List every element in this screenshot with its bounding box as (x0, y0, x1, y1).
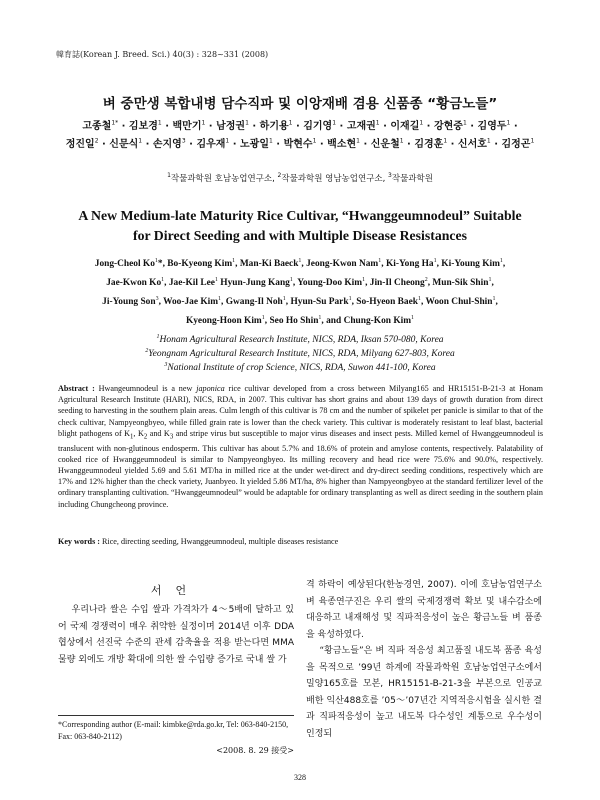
abstract-sub-1: 1 (130, 433, 134, 441)
keywords (58, 537, 543, 546)
author-affil-mark: 2 (424, 276, 428, 283)
affil-mark: 2 (145, 347, 149, 354)
author-name: So-Hyeon Baek (356, 297, 418, 307)
author-name: 김정곤 (501, 139, 531, 150)
author-name: Ki-Yong Ha (385, 259, 434, 269)
keywords-label: Key words : (58, 537, 100, 546)
author-affil-mark: 1 (282, 295, 286, 302)
author-affil-mark: 1 (362, 276, 366, 283)
english-author-line: Jong-Cheol Ko$^1$*, Bo-Kyeong Kim$^1$, Man-Ki Baeck$^1$, Jeong-Kwon Nam$^1$, Ki-Yong Ha$^1$, Ki-Young Kim$^1$, (94, 257, 506, 269)
author-affil-mark: 2 (94, 137, 99, 145)
author-name: Hyun-Jung Kang (220, 278, 290, 288)
author-name: 노광일 (240, 139, 269, 150)
author-name: 백소현 (327, 139, 357, 150)
author-name: Young-Doo Kim (297, 278, 363, 288)
author-affil-mark: 1 (332, 119, 337, 127)
author-name: 신서호 (457, 139, 487, 150)
author-name: 강현중 (433, 121, 463, 132)
affil-mark: 3 (164, 361, 168, 368)
author-name: 고종철 (82, 121, 112, 132)
body-paragraph: 우리나라 쌀은 수입 쌀과 가격차가 4～5배에 달하고 있어 국제 경쟁력이 매우 취약한 실정이며 2014년 이후 DDA 협상에서 선진국 수준의 관세 감축율을 적용 받는다면 MMA 물량 외에도 개방 확대에 의한 쌀 수입량 증가로 국내 쌀 가 (58, 605, 294, 665)
author-name: 김보경 (128, 121, 158, 132)
english-title (40, 206, 560, 246)
author-affil-mark: 1 (492, 295, 496, 302)
abstract-sub-2: 2 (143, 433, 148, 441)
author-name: Ki-Young Kim (441, 259, 500, 269)
author-affil-mark: 1 (245, 119, 249, 127)
page-number: 328 (294, 773, 306, 782)
author-affil-mark: 1 (214, 276, 218, 283)
author-name: 이재길 (390, 121, 420, 132)
author-name: Woon Chul-Shin (425, 297, 493, 307)
affil-name: National Institute of crop Science, NICS, RDA, Suwon 441-100, Korea (167, 363, 436, 373)
author-name: Jong-Cheol Ko (94, 259, 155, 269)
author-name: Jae-Kwon Ko (106, 278, 162, 288)
korean-author-list (40, 118, 560, 154)
author-affil-mark: 3 (181, 137, 186, 145)
author-name: Mun-Sik Shin (432, 278, 489, 288)
abstract-text-1: Hwangeumnodeul is a new (94, 384, 197, 393)
author-name: 손지영 (152, 139, 182, 150)
author-name: 하기용 (259, 121, 289, 132)
english-author-line: Ji-Young Son$^3$, Woo-Jae Kim$^1$, Gwang-Il Noh$^1$, Hyun-Su Park$^1$, So-Hyeon Baek$^1$, Woon Chul-Shin$^1$, (102, 295, 498, 307)
affil-mark: 2 (277, 172, 282, 180)
affil-name: Honam Agricultural Research Institute, NICS, RDA, Iksan 570-080, Korea (159, 335, 444, 345)
author-affil-mark: 1 (356, 137, 360, 145)
body-column-right (306, 577, 542, 742)
english-title-line-2: for Direct Seeding and with Multiple Disease Resistances (132, 228, 468, 243)
english-affiliation (0, 361, 600, 375)
author-name: 신문식 (109, 139, 139, 150)
korean-authors-line-1: 고종철$^{1*}$ · 김보경$^1$ · 백만기$^1$ · 남정권$^1$ · 하기용$^1$ · 김기영$^1$ · 고재권$^1$ · 이재길$^1$ · 강현중$^1$ · 김영두$^1$ · (82, 119, 518, 132)
author-affil-mark: 1 (378, 257, 382, 264)
author-affil-mark: 1 (419, 119, 424, 127)
author-affil-mark: 1 (232, 257, 236, 264)
author-name: 남정권 (216, 121, 246, 132)
author-affil-mark: 3 (155, 295, 159, 302)
affil-mark: 1 (167, 172, 171, 180)
affil-name: 작물과학원 영남농업연구소 (281, 174, 383, 184)
body-paragraph: “황금노들”은 벼 직파 적응성 최고품질 내도복 품종 육성을 목적으로 ’99년 하계에 작물과학원 호남농업연구소에서 밀양165호를 모본, HR15151-B-21-3을 부본으로 인공교배한 익산488호를 ’05～’07년간 지역적응시험을 실시한 결과 직파적응성이 높고 내도복 다수성인 계통으로 우수성이 인정되 (306, 646, 542, 739)
author-affil-mark: 1 (417, 295, 421, 302)
korean-authors-line-2: 정진일$^2$ · 신문식$^1$ · 손지영$^3$ · 김우재$^1$ · 노광일$^1$ · 박현수$^1$ · 백소현$^1$ · 신운철$^1$ · 김경훈$^1$ · 신서호$^1$ · 김정곤$^1$ (65, 137, 535, 150)
author-name: 김영두 (477, 121, 507, 132)
author-affil-mark: 1 (433, 257, 437, 264)
english-title-line-1: A New Medium-late Maturity Rice Cultivar, “Hwanggeumnodeul” Suitable (78, 208, 522, 223)
body-paragraph: 격 하락이 예상된다(한농경연, 2007). 이에 호남농업연구소 벼 육종연구진은 우리 쌀의 국제경쟁력 확보 및 내수감소에 대응하고 내재해성 및 직파적응성이 높은 황금노들 벼 품종을 육성하였다. (306, 580, 542, 640)
author-affil-mark: 1 (506, 119, 511, 127)
author-name: Ji-Young Son (102, 297, 156, 307)
affil-mark: 3 (388, 172, 392, 180)
corresponding-author-footnote: *Corresponding author (E-mail: kimbke@rda.go.kr, Tel: 063-840-2150, Fax: 063-840-2112) (58, 720, 289, 741)
author-affil-mark: 1 (488, 276, 492, 283)
affil-name: Yeongnam Agricultural Research Institute, NICS, RDA, Milyang 627-803, Korea (148, 349, 455, 359)
author-affil-mark: 1 (348, 295, 352, 302)
author-name: Bo-Kyeong Kim (167, 259, 233, 269)
author-affil-mark: 1 (154, 257, 158, 264)
author-affil-mark: 1 (161, 276, 165, 283)
english-author-line: Kyeong-Hoon Kim$^1$, Seo Ho Shin$^1$, and Chung-Kon Kim$^1$ (185, 314, 415, 326)
author-affil-mark: 1 (157, 119, 162, 127)
author-affil-mark: 1 (298, 257, 302, 264)
author-affil-mark: 1 (261, 314, 265, 321)
author-affil-mark: 1 (289, 276, 293, 283)
author-name: 정진일 (65, 139, 95, 150)
author-name: Kyeong-Hoon Kim (185, 316, 262, 326)
abstract-text-2: rice cultivar developed from a cross between Milyang165 and HR15151-B-21-3 at Honam Agricultural Research Institute (HARI), NICS, RDA, in 2007. This cultivar has short grains and about 139 days of growth duration from direct seeding to harvesting in the southern plain areas. Culm length of this cultivar is 78 cm and the number of spikelet per panicle is similar to that of the check cultivar, Nampyeongbyeo, while filled grain rate is lower than the check variety. This cultivar is moderately resistant to leaf blast, bacterial blight pathogens of K (58, 384, 543, 438)
abstract-text-5: and stripe virus but susceptible to major virus diseases and insect pests. Milled kernel of Hwanggeumnodeul is translucent with non-glutinous endosperm. This cultivar has about 5.7% and 18.6% of protein and amylose contents, respectively. Palatability of cooked rice of Hwanggeumnodeul is similar to Nampyeongbyeo. Its milling recovery and head rice were 75.6% and 90.0%, respectively. Hwanggeumnodeul yielded 5.69 and 5.61 MT/ha in milled rice at the under wet-direct and dry-direct seeding conditions, respectively which are 17% and 12% higher than the check variety, Juanbyeo. It yielded 5.86 MT/ha, 8% higher than Nampyeongbyeo at the standard fertilizer level of the ordinary transplanting cultivation. “Hwanggeumnodeul” would be adaptable for ordinary transplanting as well as direct seeding in the southern plain including Chungcheong province. (58, 428, 543, 509)
section-heading: 서언 (150, 584, 201, 597)
author-name: Hyun-Su Park (290, 297, 349, 307)
author-name: 김경훈 (414, 139, 444, 150)
abstract-text-4: and K (147, 428, 170, 438)
author-affil-mark: 1 (218, 295, 222, 302)
author-affil-mark: 1 (462, 119, 467, 127)
journal-citation: 韓育誌(Korean J. Breed. Sci.) 40(3) : 328~331 (2008) (56, 50, 269, 59)
korean-title: 벼 중만생 복합내병 담수직파 및 이앙재배 겸용 신품종 “황금노들” (102, 96, 498, 112)
author-name: Woo-Jae Kim (163, 297, 219, 307)
author-name: 김우재 (196, 139, 226, 150)
affil-mark: 1 (156, 333, 160, 340)
abstract-text-3: , K (133, 428, 144, 438)
author-affil-mark: 1 (486, 137, 491, 145)
author-affil-mark: 1 (318, 314, 322, 321)
english-affiliation (0, 347, 600, 361)
affil-name: 작물과학원 호남농업연구소 (170, 174, 273, 184)
english-affiliations (0, 333, 600, 375)
author-name: Man-Ki Baeck (239, 259, 299, 269)
korean-affiliations: $^1$작물과학원 호남농업연구소, $^2$작물과학원 영남농업연구소, $^3$작물과학원 (167, 172, 433, 184)
author-affil-mark: 1 (225, 137, 230, 145)
abstract-label: Abstract : (58, 384, 95, 393)
footnote-divider (58, 715, 294, 716)
author-affil-mark: 1 (530, 137, 535, 145)
author-affil-mark: 1 (499, 257, 503, 264)
author-affil-mark: 1 (411, 314, 415, 321)
author-name: 백만기 (172, 121, 202, 132)
author-name: 고재권 (346, 121, 376, 132)
author-affil-mark: 1 (399, 137, 404, 145)
author-name: 김기영 (303, 121, 333, 132)
author-affil-mark: 1 (443, 137, 448, 145)
affil-name: 작물과학원 (391, 174, 433, 184)
english-author-line: Jae-Kwon Ko$^1$, Jae-Kil Lee$^1$ Hyun-Jung Kang$^1$, Young-Doo Kim$^1$, Jin-Il Cheong$^2$, Mun-Sik Shin$^1$, (106, 276, 494, 288)
author-name: Jae-Kil Lee (168, 278, 215, 288)
english-author-list (40, 255, 560, 331)
body-column-left (58, 602, 294, 668)
author-name: Jin-Il Cheong (369, 278, 425, 288)
author-name: Gwang-Il Noh (225, 297, 283, 307)
author-name: 신운철 (370, 139, 400, 150)
english-affiliation (0, 333, 600, 347)
abstract-sub-3: 3 (169, 433, 174, 441)
author-affil-mark: 1 (138, 137, 143, 145)
abstract-italic: japonica (196, 384, 225, 393)
abstract (58, 383, 543, 510)
author-affil-mark: 1 (269, 137, 273, 145)
author-name: Jeong-Kwon Nam (306, 259, 379, 269)
author-name: Chung-Kon Kim (343, 316, 412, 326)
author-affil-mark: 1 (201, 119, 206, 127)
author-affil-mark: 1 (375, 119, 380, 127)
author-name: 박현수 (283, 139, 313, 150)
author-affil-mark: 1 (312, 137, 317, 145)
author-affil-mark: 1 (288, 119, 293, 127)
author-name: Seo Ho Shin (269, 316, 319, 326)
author-affil-mark: 1* (111, 119, 119, 127)
keywords-text: Rice, directing seeding, Hwanggeumnodeul, multiple diseases resistance (99, 537, 339, 546)
received-date: <2008. 8. 29 接受> (216, 746, 294, 755)
